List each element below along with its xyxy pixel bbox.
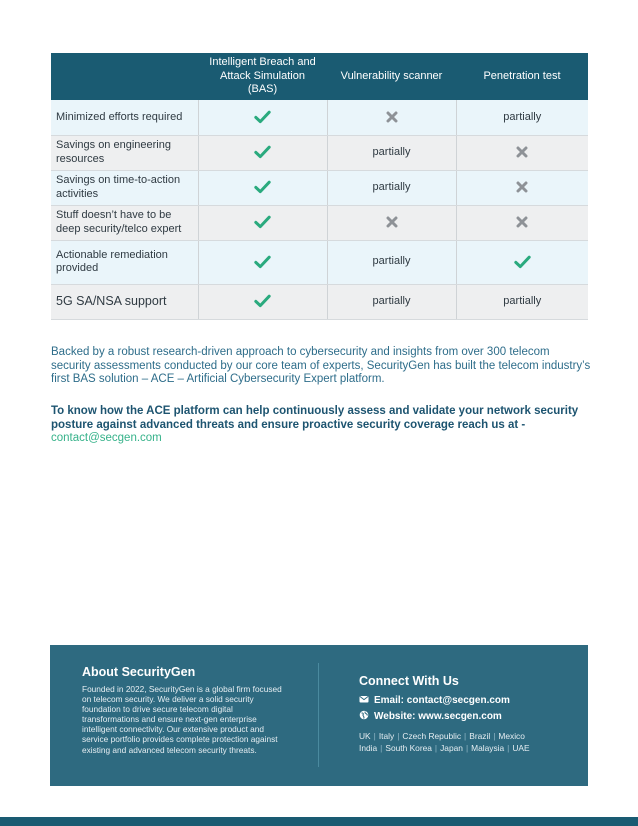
- country: Italy: [378, 731, 395, 741]
- cross-icon: [516, 146, 528, 158]
- cell: [456, 170, 588, 205]
- contact-website-text: Website: www.secgen.com: [374, 711, 502, 722]
- cell: [327, 135, 456, 170]
- cell: [327, 100, 456, 135]
- table-row: [51, 135, 588, 170]
- column-header-vulnerability-scanner: Vulnerability scanner: [327, 53, 456, 100]
- cell: [327, 205, 456, 240]
- row-feature: 5G SA/NSA support: [51, 284, 198, 319]
- cell-text: partially: [372, 145, 411, 158]
- cell-text: partially: [503, 110, 542, 123]
- cell: [327, 170, 456, 205]
- cell-text: partially: [372, 294, 411, 307]
- cell-text: partially: [372, 180, 411, 193]
- bottom-band: [0, 817, 638, 826]
- globe-icon: [359, 710, 369, 720]
- cta-email-link[interactable]: contact@secgen.com: [51, 432, 162, 444]
- about-text: Founded in 2022, SecurityGen is a global firm focused on telecom security. We deliver a solid security foundation to drive secure telecom digital transformations and ensure next-gen enterprise intelligent connectivity. Our extensive product and service portfolio provides complete protection against existing and advanced telecom security threats.: [82, 684, 282, 755]
- company-info-box: [50, 645, 588, 786]
- cell: [327, 284, 456, 319]
- table-row: [51, 240, 588, 284]
- cell: [456, 100, 588, 135]
- country-list-row-1: UK | Italy | Czech Republic | Brazil | Mexico: [359, 731, 525, 741]
- country: Malaysia: [471, 743, 505, 753]
- checkmark-icon: [254, 145, 271, 159]
- cross-icon: [516, 181, 528, 193]
- row-feature: Stuff doesn’t have to be deep security/telco expert: [51, 205, 198, 240]
- cell: [198, 240, 327, 284]
- cell: [198, 284, 327, 319]
- checkmark-icon: [514, 255, 531, 269]
- contact-website[interactable]: [359, 710, 502, 722]
- table-header-row: [51, 53, 588, 100]
- country: Japan: [440, 743, 463, 753]
- country: Brazil: [469, 731, 491, 741]
- cell-text: partially: [372, 255, 411, 268]
- column-header-penetration-test: Penetration test: [456, 53, 588, 100]
- country: UAE: [512, 743, 530, 753]
- country: Mexico: [498, 731, 525, 741]
- envelope-icon: [359, 694, 369, 704]
- table-header-corner: [51, 53, 198, 100]
- about-title: About SecurityGen: [82, 665, 196, 679]
- row-feature: Savings on time-to-action activities: [51, 170, 198, 205]
- table-row: [51, 205, 588, 240]
- country: Czech Republic: [402, 731, 462, 741]
- row-feature: Savings on engineering resources: [51, 135, 198, 170]
- cell: [456, 205, 588, 240]
- cell-text: partially: [503, 294, 542, 307]
- intro-paragraph: Backed by a robust research-driven approach to cybersecurity and insights from over 300 telecom security assessments conducted by our core team of experts, SecurityGen has built the telecom industry’s first BAS solution – ACE – Artificial Cybersecurity Expert platform.: [51, 346, 591, 385]
- cross-icon: [516, 216, 528, 228]
- checkmark-icon: [254, 294, 271, 308]
- cell: [456, 240, 588, 284]
- country-list-row-2: India | South Korea | Japan | Malaysia | UAE: [359, 743, 530, 753]
- cross-icon: [386, 216, 398, 228]
- row-feature: Actionable remediation provided: [51, 240, 198, 284]
- table-row: [51, 170, 588, 205]
- cell: [198, 135, 327, 170]
- vertical-divider: [318, 663, 319, 767]
- cell: [456, 284, 588, 319]
- country: India: [359, 743, 378, 753]
- cell: [456, 135, 588, 170]
- country: South Korea: [385, 743, 432, 753]
- cell: [327, 240, 456, 284]
- connect-title: Connect With Us: [359, 674, 459, 688]
- cell: [198, 100, 327, 135]
- table-row: [51, 284, 588, 319]
- comparison-table: [51, 53, 588, 320]
- cell: [198, 205, 327, 240]
- cell: [198, 170, 327, 205]
- contact-email[interactable]: [359, 694, 510, 706]
- contact-email-text: Email: contact@secgen.com: [374, 695, 510, 706]
- country: UK: [359, 731, 371, 741]
- table-row: [51, 100, 588, 135]
- cta-paragraph: To know how the ACE platform can help continuously assess and validate your network security posture against advanced threats and ensure proactive security coverage reach us at -: [51, 405, 579, 431]
- cross-icon: [386, 111, 398, 123]
- row-feature: Minimized efforts required: [51, 100, 198, 135]
- checkmark-icon: [254, 180, 271, 194]
- checkmark-icon: [254, 110, 271, 124]
- checkmark-icon: [254, 215, 271, 229]
- checkmark-icon: [254, 255, 271, 269]
- column-header-bas: Intelligent Breach and Attack Simulation (BAS): [198, 53, 327, 100]
